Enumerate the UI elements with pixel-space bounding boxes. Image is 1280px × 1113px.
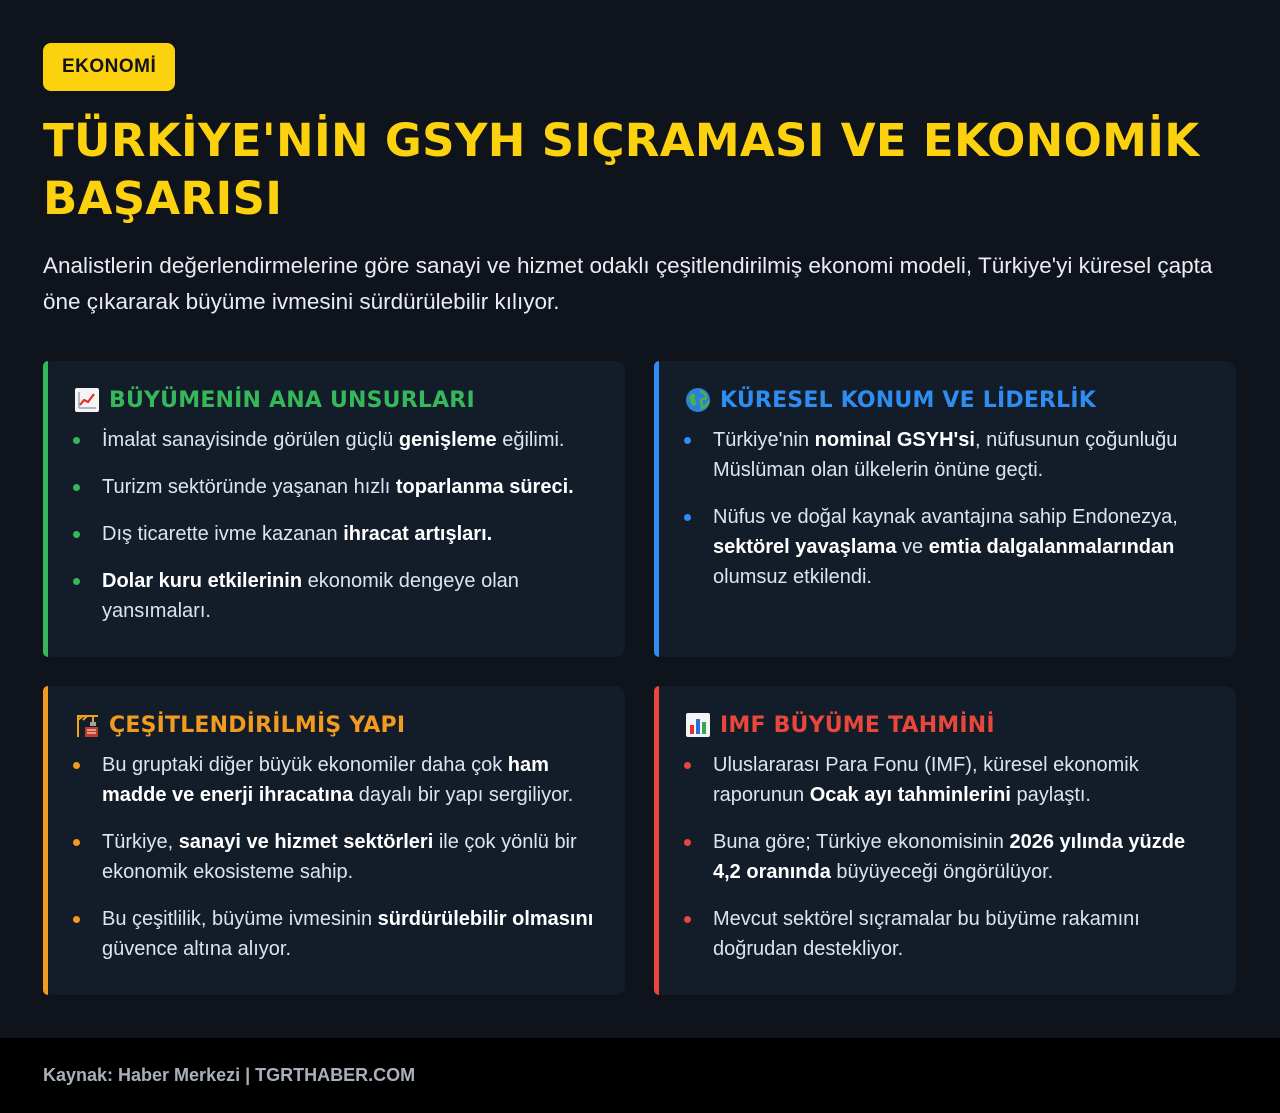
item-text: olumsuz etkilendi. (713, 566, 872, 588)
card-title: BÜYÜMENİN ANA UNSURLARI (109, 387, 475, 413)
list-item (684, 827, 1212, 887)
page-title: TÜRKİYE'NİN GSYH SIÇRAMASI VE EKONOMİK BAŞARISI (43, 114, 1200, 225)
card-list (73, 750, 601, 964)
item-text: Bu gruptaki diğer büyük ekonomiler daha çok (102, 754, 508, 776)
card-header (73, 708, 601, 742)
card-header (684, 708, 1212, 742)
card-list (684, 425, 1212, 592)
item-text: Turizm sektöründe yaşanan hızlı (102, 476, 396, 498)
list-item (73, 827, 601, 887)
card-header (684, 383, 1212, 417)
globe-icon (684, 386, 712, 414)
item-text: eğilimi. (496, 429, 565, 451)
card-diversified-structure (43, 686, 625, 995)
item-text: Bu çeşitlilik, büyüme ivmesinin (102, 908, 378, 930)
item-text: Uluslararası Para Fonu (IMF), küresel ekonomik raporunun (713, 754, 1139, 806)
list-item (684, 425, 1212, 485)
footer (0, 1038, 1280, 1113)
item-bold-text: emtia dalgalanmalarından (928, 536, 1175, 558)
item-text: Nüfus ve doğal kaynak avantajına sahip Endonezya, (713, 506, 1178, 528)
list-item (684, 750, 1212, 810)
item-bold-text: sektörel yavaşlama (713, 536, 897, 558)
item-bold-text: 2026 yılında yüzde 4,2 oranında (713, 831, 1186, 883)
card-header (73, 383, 601, 417)
list-item (684, 502, 1212, 592)
card-title: ÇEŞİTLENDİRİLMİŞ YAPI (109, 712, 406, 738)
list-item (73, 904, 601, 964)
card-title: KÜRESEL KONUM VE LİDERLİK (720, 387, 1097, 413)
lead-paragraph: Analistlerin değerlendirmelerine göre sanayi ve hizmet odaklı çeşitlendirilmiş ekonomi modeli, Türkiye'yi küresel çapta öne çıkararak büyüme ivmesini sürdürülebilir kılıyor. (43, 253, 1213, 314)
item-text: ve (896, 536, 929, 558)
item-text: , nüfusunun çoğunluğu Müslüman olan ülkelerin önüne geçti. (713, 429, 1178, 481)
list-item (73, 519, 601, 549)
item-bold-text: sanayi ve hizmet sektörleri (178, 831, 434, 853)
bar-chart-icon (684, 711, 712, 739)
item-text: dayalı bir yapı sergiliyor. (353, 784, 574, 806)
list-item (73, 472, 601, 502)
item-text: Dış ticarette ivme kazanan (102, 523, 344, 545)
item-bold-text: Ocak ayı tahminlerini (809, 784, 1011, 806)
item-text: büyüyeceği öngörülüyor. (830, 861, 1054, 883)
item-text: Türkiye'nin (713, 429, 815, 451)
list-item (684, 904, 1212, 964)
card-list (73, 425, 601, 626)
card-growth-factors (43, 361, 625, 657)
source-credit: Kaynak: Haber Merkezi | TGRTHABER.COM (43, 1065, 416, 1085)
item-text: güvence altına alıyor. (102, 938, 292, 960)
card-list (684, 750, 1212, 964)
item-text: ile çok yönlü bir ekonomik ekosisteme sahip. (102, 831, 577, 883)
item-text: Buna göre; Türkiye ekonomisinin (713, 831, 1010, 853)
item-text: İmalat sanayisinde görülen güçlü (102, 429, 399, 451)
building-construction-icon (73, 711, 101, 739)
item-bold-text: ihracat artışları. (343, 523, 493, 545)
item-text: Türkiye, (102, 831, 179, 853)
card-global-position (654, 361, 1236, 657)
list-item (73, 750, 601, 810)
card-title: IMF BÜYÜME TAHMİNİ (720, 712, 995, 738)
item-bold-text: sürdürülebilir olmasını (377, 908, 594, 930)
list-item (73, 425, 601, 455)
item-text: paylaştı. (1010, 784, 1091, 806)
item-bold-text: genişleme (398, 429, 497, 451)
item-bold-text: Dolar kuru etkilerinin (102, 570, 303, 592)
item-bold-text: ham madde ve enerji ihracatına (102, 754, 549, 806)
chart-increasing-icon (73, 386, 101, 414)
item-text: ekonomik dengeye olan yansımaları. (102, 570, 519, 622)
list-item (73, 566, 601, 626)
item-bold-text: nominal GSYH'si (814, 429, 975, 451)
category-badge: EKONOMİ (43, 43, 175, 91)
item-text: Mevcut sektörel sıçramalar bu büyüme rakamını doğrudan destekliyor. (713, 908, 1140, 960)
card-imf-forecast (654, 686, 1236, 995)
item-bold-text: toparlanma süreci. (395, 476, 574, 498)
